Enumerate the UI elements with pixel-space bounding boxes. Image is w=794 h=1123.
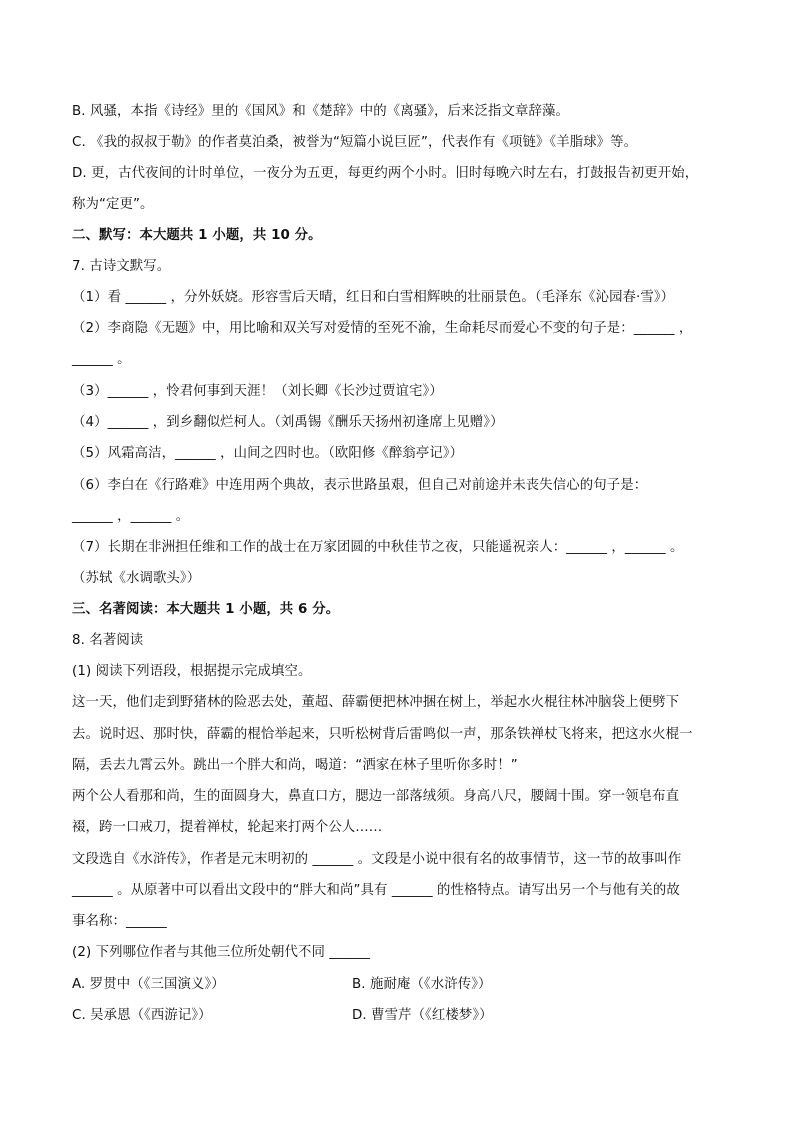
q7-item-2-line1: （2）李商隐《无题》中，用比喻和双关写对爱情的至死不渝，生命耗尽而爱心不变的句子是：______ ， xyxy=(72,321,693,336)
q8-options-row1 xyxy=(72,976,722,994)
q8-part1-question-line2: ______ 。从原著中可以看出文段中的“胖大和尚”具有 ______ 的性格特点。请写出另一个与他有关的故 xyxy=(72,883,680,898)
q8-passage-line2: 去。说时迟、那时快，薛霸的棍恰举起来，只听松树背后雷鸣似一声，那条铁禅杖飞将来，把这水火棍一 xyxy=(72,727,693,742)
q8-passage-line3: 隔，丢去九霄云外。跳出一个胖大和尚，喝道：“洒家在林子里听你多时！” xyxy=(72,758,518,773)
q7-item-1: （1）看 ______ ，分外妖娆。形容雪后天晴，红日和白雪相辉映的壮丽景色。（毛泽东《沁园春·雪》） xyxy=(72,290,675,305)
q8-passage-line1: 这一天，他们走到野猪林的险恶去处，董超、薛霸便把林冲捆在树上，举起水火棍往林冲脑袋上便劈下 xyxy=(72,695,680,710)
section-2-header: 二、默写：本大题共 1 小题，共 10 分。 xyxy=(72,228,322,243)
q6-option-b: B. 风骚，本指《诗经》里的《国风》和《楚辞》中的《离骚》，后来泛指文章辞藻。 xyxy=(72,104,569,119)
option-d: D. 曹雪芹（《红楼梦》） xyxy=(352,1008,493,1023)
q8-part1-question-line3: 事名称：______ xyxy=(72,914,167,929)
q7-item-2-line2: ______ 。 xyxy=(72,352,131,367)
q7-item-7-line1: （7）长期在非洲担任维和工作的战士在万家团圆的中秋佳节之夜，只能遥祝亲人：______ ，______ 。 xyxy=(72,540,684,555)
q7-item-3: （3）______ ，怜君何事到天涯！（刘长卿《长沙过贾谊宅》） xyxy=(72,384,443,399)
q6-option-d-line2: 称为“定更”。 xyxy=(72,197,154,212)
section-3-header: 三、名著阅读：本大题共 1 小题，共 6 分。 xyxy=(72,602,340,617)
q7-item-6-line2: ______ ，______ 。 xyxy=(72,509,190,524)
q6-option-d-line1: D. 更，古代夜间的计时单位，一夜分为五更，每更约两个小时。旧时每晚六时左右，打鼓报告初更开始， xyxy=(72,166,699,181)
q7-item-7-line2: （苏轼《水调歌头》） xyxy=(72,571,201,586)
q8-title: 8. 名著阅读 xyxy=(72,633,144,648)
q7-item-6-line1: （6）李白在《行路难》中连用两个典故，表示世路虽艰，但自己对前途并未丧失信心的句子是： xyxy=(72,478,648,493)
q7-title: 7. 古诗文默写。 xyxy=(72,259,171,274)
q8-options-row2 xyxy=(72,1007,722,1025)
q8-passage-line5: 裰，跨一口戒刀，提着禅杖，轮起来打两个公人…… xyxy=(72,820,383,835)
q6-option-c: C. 《我的叔叔于勒》的作者莫泊桑，被誉为“短篇小说巨匠”，代表作有《项链》《羊脂球》等。 xyxy=(72,135,638,150)
q7-item-4: （4）______ ，到乡翻似烂柯人。（刘禹锡《酬乐天扬州初逢席上见赠》） xyxy=(72,415,504,430)
option-c: C. 吴承恩（《西游记》） xyxy=(72,1008,212,1023)
q8-part2-question: (2) 下列哪位作者与其他三位所处朝代不同 ______ xyxy=(72,945,371,960)
q7-item-5: （5）风霜高洁，______ ，山间之四时也。（欧阳修《醉翁亭记》） xyxy=(72,446,464,461)
q8-passage-line4: 两个公人看那和尚，生的面圆身大，鼻直口方，腮边一部落绒须。身高八尺，腰阔十围。穿一领皂布直 xyxy=(72,789,680,804)
option-b: B. 施耐庵（《水浒传》） xyxy=(352,977,492,992)
q8-part1-instruction: (1) 阅读下列语段，根据提示完成填空。 xyxy=(72,664,312,679)
option-a: A. 罗贯中（《三国演义》） xyxy=(72,977,225,992)
q8-part1-question-line1: 文段选自《水浒传》，作者是元末明初的 ______ 。文段是小说中很有名的故事情节，这一节的故事叫作 xyxy=(72,852,682,867)
